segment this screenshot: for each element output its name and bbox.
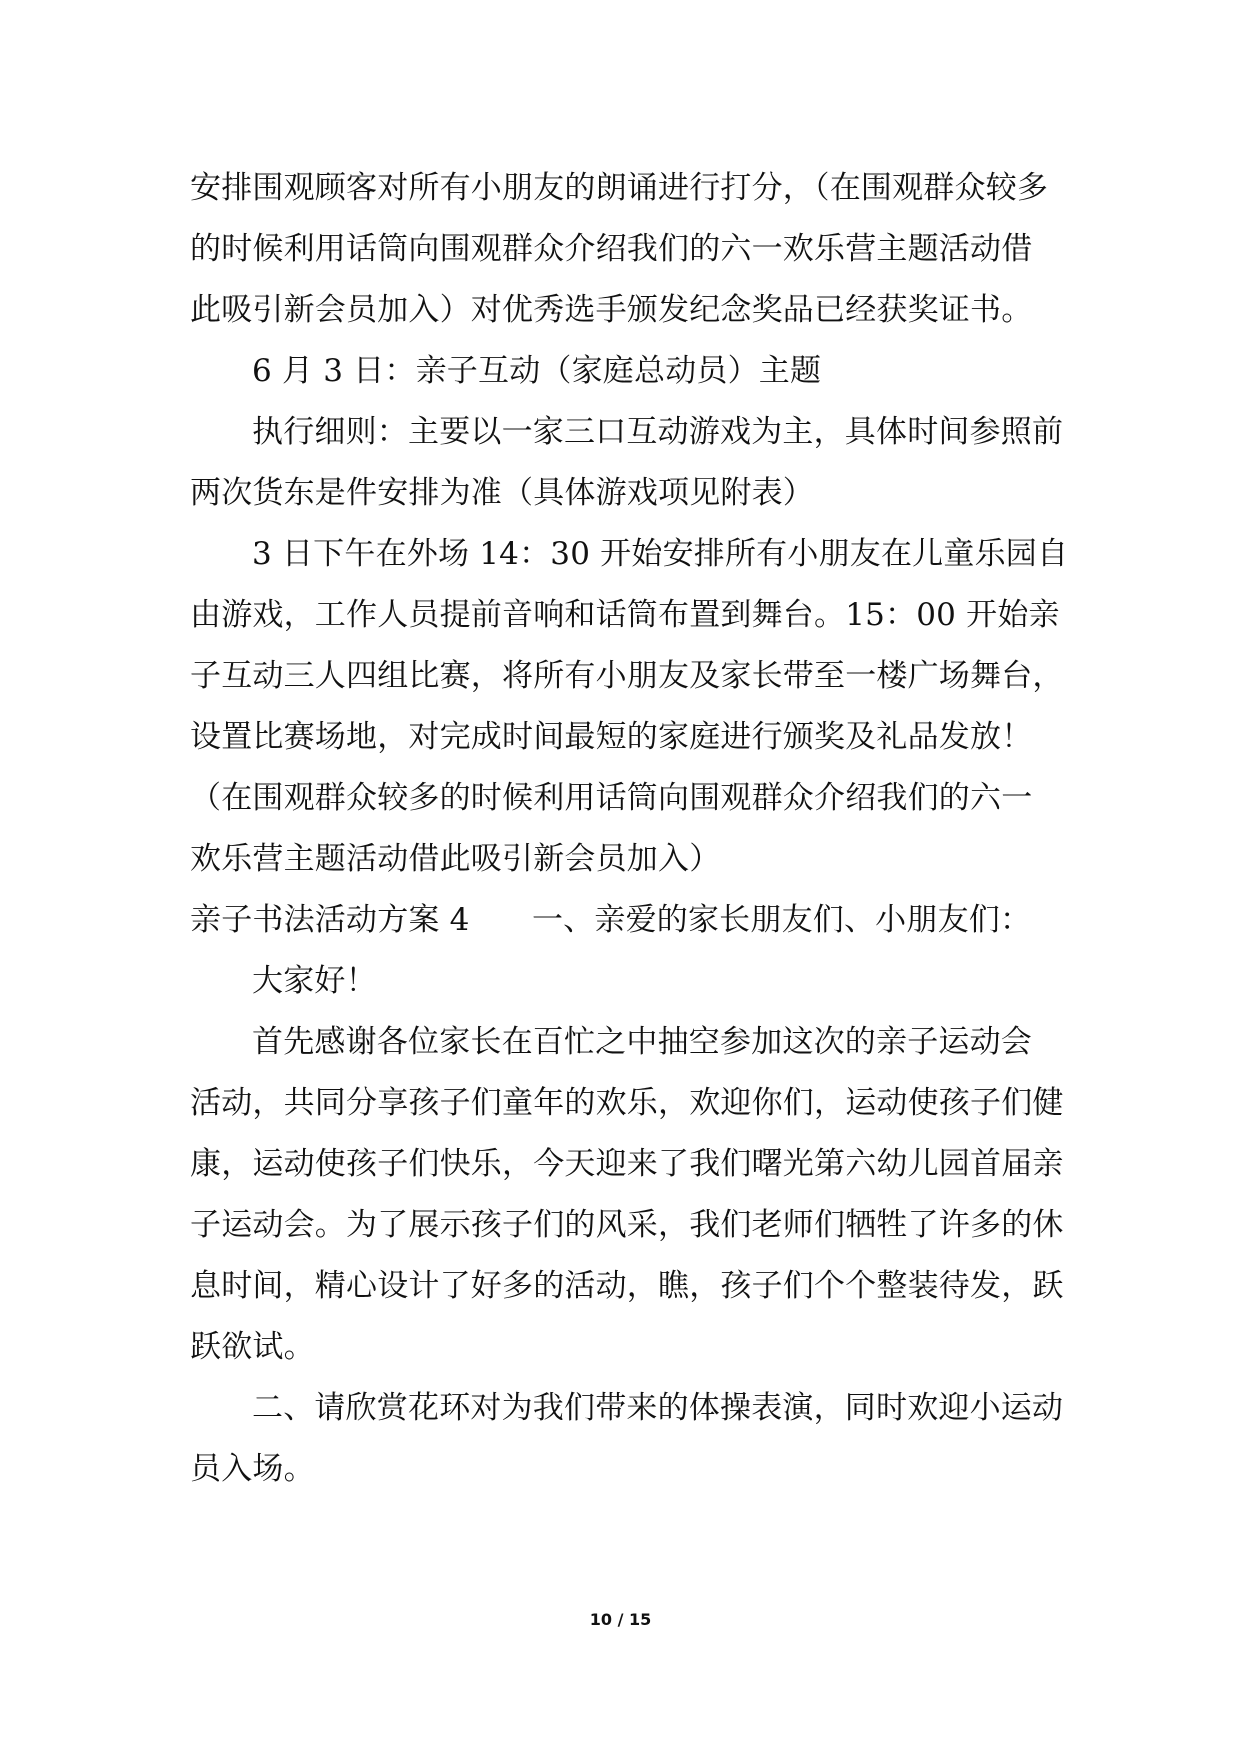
text-line: 跃欲试。	[190, 1329, 315, 1365]
text-line: 首先感谢各位家长在百忙之中抽空参加这次的亲子运动会	[252, 1024, 1032, 1060]
page-number: 10 / 15	[589, 1610, 652, 1629]
text-line: 子运动会。为了展示孩子们的风采，我们老师们牺牲了许多的休	[190, 1207, 1064, 1243]
text-line: 由游戏，工作人员提前音响和话筒布置到舞台。15：00 开始亲	[190, 597, 1060, 633]
text-line: 安排围观顾客对所有小朋友的朗诵进行打分，（在围观群众较多	[190, 170, 1049, 206]
section-heading: 6 月 3 日：亲子互动（家庭总动员）主题	[252, 353, 822, 389]
text-line: 员入场。	[190, 1451, 315, 1487]
text-line: 息时间，精心设计了好多的活动，瞧，孩子们个个整装待发，跃	[190, 1268, 1064, 1304]
text-line: 的时候利用话筒向围观群众介绍我们的六一欢乐营主题活动借	[190, 231, 1033, 267]
text-line: 设置比赛场地，对完成时间最短的家庭进行颁奖及礼品发放！	[190, 719, 1033, 755]
text-line: 两次货东是件安排为准（具体游戏项见附表）	[190, 475, 814, 511]
text-line: 执行细则：主要以一家三口互动游戏为主，具体时间参照前	[252, 414, 1064, 450]
text-line: 此吸引新会员加入）对优秀选手颁发纪念奖品已经获奖证书。	[190, 292, 1033, 328]
text-line: 欢乐营主题活动借此吸引新会员加入）	[190, 841, 721, 877]
text-line: 康，运动使孩子们快乐，今天迎来了我们曙光第六幼儿园首届亲	[190, 1146, 1064, 1182]
text-line: （在围观群众较多的时候利用话筒向围观群众介绍我们的六一	[190, 780, 1033, 816]
text-line: 子互动三人四组比赛，将所有小朋友及家长带至一楼广场舞台，	[190, 658, 1064, 694]
text-line: 二、请欣赏花环对为我们带来的体操表演，同时欢迎小运动	[252, 1390, 1064, 1426]
greeting-line: 大家好！	[252, 963, 377, 999]
document-body	[190, 158, 1069, 1500]
text-line: 活动，共同分享孩子们童年的欢乐，欢迎你们，运动使孩子们健	[190, 1085, 1064, 1121]
text-line: 3 日下午在外场 14：30 开始安排所有小朋友在儿童乐园自	[252, 536, 1069, 572]
section-title: 亲子书法活动方案 4 一、亲爱的家长朋友们、小朋友们：	[190, 902, 1032, 938]
